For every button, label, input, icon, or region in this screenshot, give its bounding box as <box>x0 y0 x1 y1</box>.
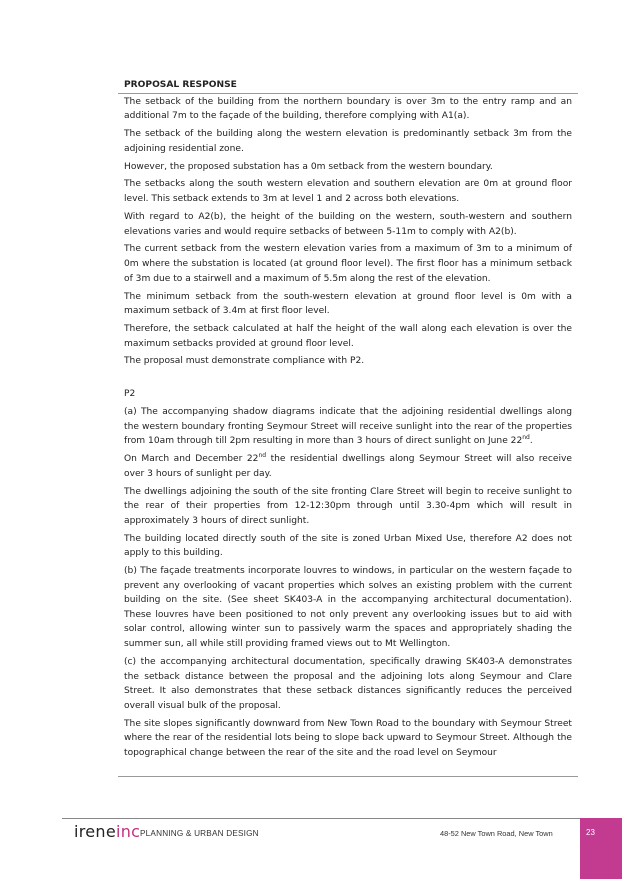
paragraph-p2-march <box>124 452 572 481</box>
paragraph: The building located directly south of the site is zoned Urban Mixed Use, therefore A2 does not apply to this building. <box>124 533 572 559</box>
paragraph: The dwellings adjoining the south of the site fronting Clare Street will begin to receive sunlight to the rear of their properties from 12-12:30pm through until 3.30-4pm which will result in approximately 3 hours of direct sunlight. <box>124 486 572 526</box>
logo-text: irene <box>74 822 116 841</box>
paragraph-text: the residential dwellings along Seymour Street will also receive over 3 hours of sunlight per day. <box>124 454 572 479</box>
paragraph: The setback of the building along the western elevation is predominantly setback 3m from the adjoining residential zone. <box>124 129 572 154</box>
paragraph-text: . <box>529 436 533 447</box>
paragraph: (b) The façade treatments incorporate louvres to windows, in particular on the western façade to prevent any overlooking of vacant properties which solves an existing problem with the current building on the site. (See sheet SK403-A in the accompanying architectural documentation). These louvres have been positioned to not only prevent any overlooking issues but to aid with solar control, allowing winter sun to passively warm the spaces and appropriately shading the summer sun, all while still providing framed views out to Mt Wellington. <box>124 566 572 650</box>
superscript: nd <box>258 452 267 460</box>
paragraph: The setbacks along the south western elevation and southern elevation are 0m at ground floor level. This setback extends to 3m at level 1 and 2 across both elevations. <box>124 179 572 205</box>
paragraph: With regard to A2(b), the height of the building on the western, south-western and southern elevations varies and would require setbacks of between 5-11m to comply with A2(b). <box>124 211 572 237</box>
section-title-p2: P2 <box>124 389 136 400</box>
footer-divider <box>62 818 580 819</box>
company-logo <box>74 822 140 841</box>
paragraph: Therefore, the setback calculated at half the height of the wall along each elevation is over the maximum setbacks provided at ground floor level. <box>124 323 572 349</box>
paragraph: (c) the accompanying architectural documentation, specifically drawing SK403-A demonstrates the setback distance between the proposal and the adjoining lots along Seymour and Clare Street. It also demonstrates that these setback distances significantly reduces the perceived overall visual bulk of the proposal. <box>124 656 572 711</box>
paragraph: However, the proposed substation has a 0m setback from the western boundary. <box>124 161 493 172</box>
logo-text-accent: inc <box>116 822 141 841</box>
paragraph-text: On March and December 22 <box>124 454 259 465</box>
footer-address: 48-52 New Town Road, New Town <box>440 829 553 838</box>
paragraph: The proposal must demonstrate compliance with P2. <box>124 356 365 367</box>
paragraph: The minimum setback from the south-western elevation at ground floor level is 0m with a maximum setback of 3.4m at first floor level. <box>124 291 572 317</box>
section-heading: PROPOSAL RESPONSE <box>124 80 237 90</box>
paragraph-text: (a) The accompanying shadow diagrams indicate that the adjoining residential dwellings along the western boundary fronting Seymour Street will receive sunlight into the rear of the properties from 10am through till 2pm resulting in more than 3 hours of direct sunlight on June 22 <box>124 406 572 447</box>
paragraph: The site slopes significantly downward from New Town Road to the boundary with Seymour Street where the rear of the residential lots being to slope back upward to Seymour Street. Although the topographical change between the rear of the site and the road level on Seymour <box>124 718 572 758</box>
bottom-divider <box>118 776 578 777</box>
superscript: nd <box>522 434 530 442</box>
paragraph-p2-a <box>124 405 572 449</box>
paragraph: The setback of the building from the northern boundary is over 3m to the entry ramp and an additional 7m to the façade of the building, therefore complying with A1(a). <box>124 96 572 122</box>
page-number: 23 <box>586 828 595 837</box>
company-tagline: PLANNING & URBAN DESIGN <box>140 829 259 838</box>
paragraph: The current setback from the western elevation varies from a maximum of 3m to a minimum of 0m where the substation is located (at ground floor level). The first floor has a minimum setback of 3m due to a stairwell and a maximum of 5.5m along the rest of the elevation. <box>124 244 572 284</box>
document-body <box>124 78 572 764</box>
